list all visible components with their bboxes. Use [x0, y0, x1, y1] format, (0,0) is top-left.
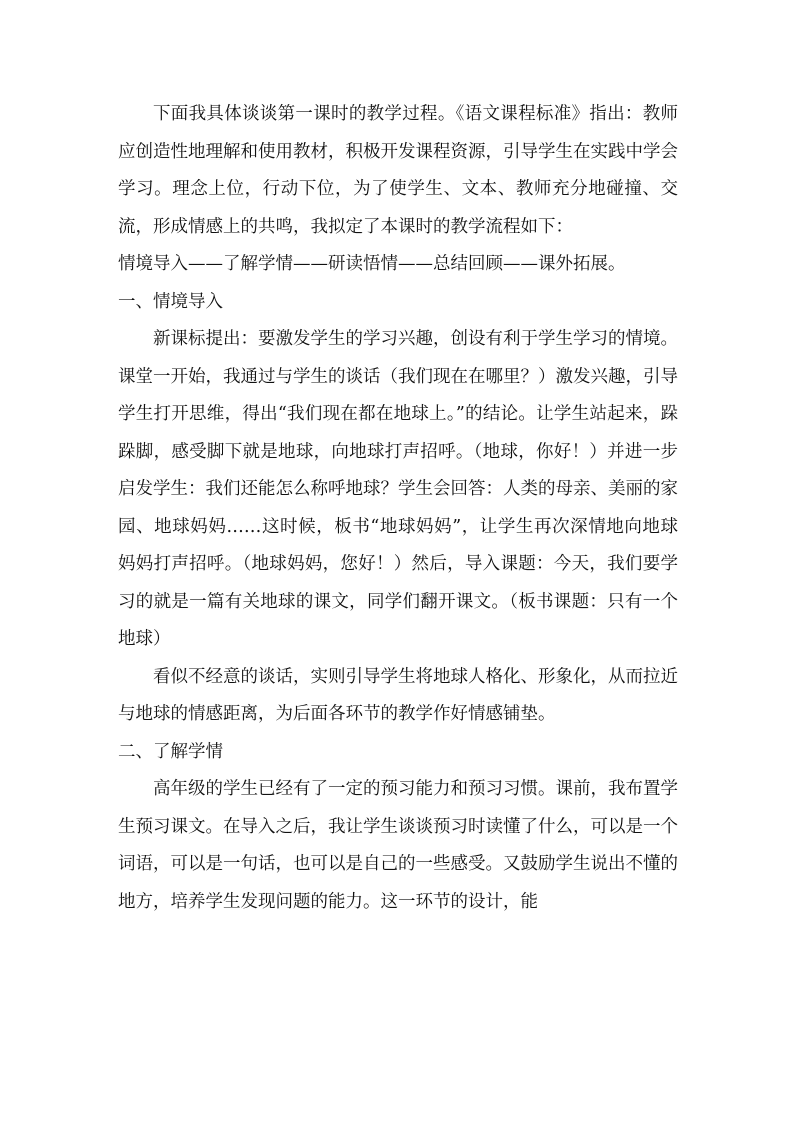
- document-page: [118, 96, 678, 921]
- section-heading-2: 二、了解学情: [118, 741, 223, 762]
- intro-paragraph: 下面我具体谈谈第一课时的教学过程。《语文课程标准》指出：教师应创造性地理解和使用教材，积极开发课程资源，引导学生在实践中学会学习。理念上位，行动下位，为了使学生、文本、教师充分地碰撞、交流，形成情感上的共鸣，我拟定了本课时的教学流程如下：: [118, 104, 678, 237]
- section-heading-1: 一、情境导入: [118, 291, 223, 312]
- section1-paragraph-2: 看似不经意的谈话，实则引导学生将地球人格化、形象化，从而拉近与地球的情感距离，为后面各环节的教学作好情感铺垫。: [118, 666, 678, 724]
- section1-paragraph-1: 新课标提出：要激发学生的学习兴趣，创设有利于学生学习的情境。课堂一开始，我通过与学生的谈话（我们现在在哪里？）激发兴趣，引导学生打开思维，得出“我们现在都在地球上。”的结论。让学生站起来，跺跺脚，感受脚下就是地球，向地球打声招呼。（地球，你好！）并进一步启发学生：我们还能怎么称呼地球？学生会回答：人类的母亲、美丽的家园、地球妈妈……这时候，板书“地球妈妈”，让学生再次深情地向地球妈妈打声招呼。（地球妈妈，您好！）然后，导入课题：今天，我们要学习的就是一篇有关地球的课文，同学们翻开课文。（板书课题：只有一个地球）: [118, 329, 678, 649]
- teaching-flow: 情境导入——了解学情——研读悟情——总结回顾——课外拓展。: [118, 254, 626, 274]
- section2-paragraph-1: 高年级的学生已经有了一定的预习能力和预习习惯。课前，我布置学生预习课文。在导入之后，我让学生谈谈预习时读懂了什么，可以是一个词语，可以是一句话，也可以是自己的一些感受。又鼓励学生说出不懂的地方，培养学生发现问题的能力。这一环节的设计，能: [118, 779, 678, 912]
